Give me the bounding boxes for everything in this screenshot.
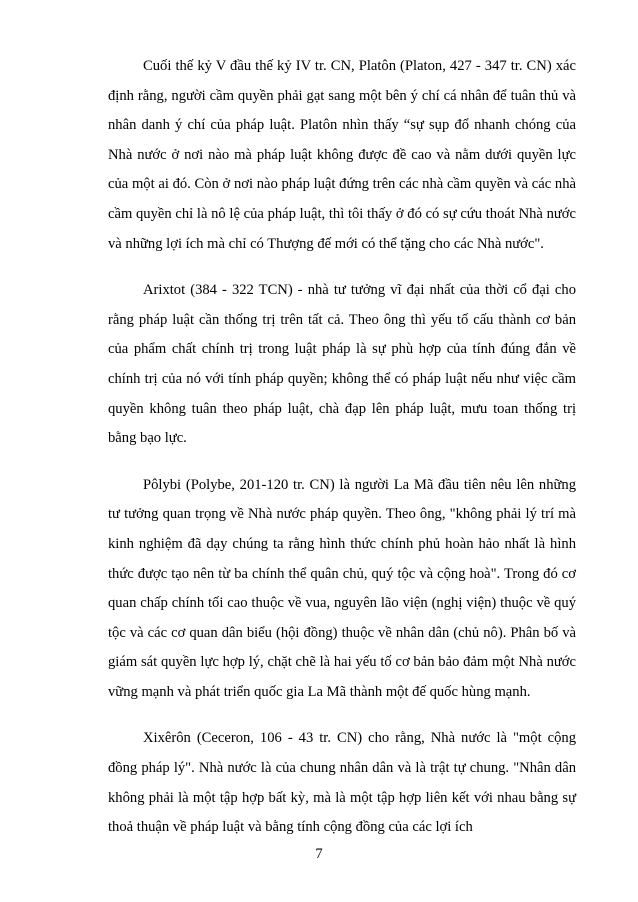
page-number: 7 [315,846,323,862]
page-body [108,52,576,860]
paragraph-arixtot: Arixtot (384 - 322 TCN) - nhà tư tưởng vĩ đại nhất của thời cổ đại cho rằng pháp luật cần thống trị trên tất cả. Theo ông thì yếu tố cấu thành cơ bản của phẩm chất chính trị trong luật pháp là sự phù hợp của tính đúng đắn về chính trị của nó với tính pháp quyền; không thể có pháp luật nếu như việc cầm quyền không tuân theo pháp luật, chà đạp lên pháp luật, mưu toan thống trị bằng bạo lực. [108,282,576,447]
paragraph-polybi: Pôlybi (Polybe, 201-120 tr. CN) là người La Mã đầu tiên nêu lên những tư tưởng quan trọng về Nhà nước pháp quyền. Theo ông, "không phải lý trí mà kinh nghiệm đã dạy chúng ta rằng hình thức chính phủ hoàn hảo nhất là hình thức được tạo nên từ ba chính thể quân chủ, quý tộc và cộng hoà". Trong đó cơ quan chấp chính tối cao thuộc về vua, nguyên lão viện (nghị viện) thuộc về quý tộc và các cơ quan dân biểu (hội đồng) thuộc về nhân dân (chủ nô). Phân bố và giám sát quyền lực hợp lý, chặt chẽ là hai yếu tố cơ bản bảo đảm một Nhà nước vững mạnh và phát triển quốc gia La Mã thành một đế quốc hùng mạnh. [108,476,576,700]
paragraph-platon: Cuối thế kỷ V đầu thế kỷ IV tr. CN, Platôn (Platon, 427 - 347 tr. CN) xác định rằng, người cầm quyền phải gạt sang một bên ý chí cá nhân để tuân thủ và nhân danh ý chí của pháp luật. Platôn nhìn thấy “sự sụp đổ nhanh chóng của Nhà nước ở nơi nào mà pháp luật không được đề cao và nằm dưới quyền lực của một ai đó. Còn ở nơi nào pháp luật đứng trên các nhà cầm quyền và các nhà cầm quyền chỉ là nô lệ của pháp luật, thì tôi thấy ở đó có sự cứu thoát Nhà nước và những lợi ích mà chỉ có Thượng đế mới có thể tặng cho các Nhà nước". [108,58,576,252]
paragraph-xixeron: Xixêrôn (Ceceron, 106 - 43 tr. CN) cho rằng, Nhà nước là "một cộng đồng pháp lý". Nhà nước là của chung nhân dân và là trật tự chung. "Nhân dân không phải là một tập hợp bất kỳ, mà là một tập hợp liên kết với nhau bằng sự thoả thuận về pháp luật và bằng tính cộng đồng của các lợi ích [108,730,576,836]
